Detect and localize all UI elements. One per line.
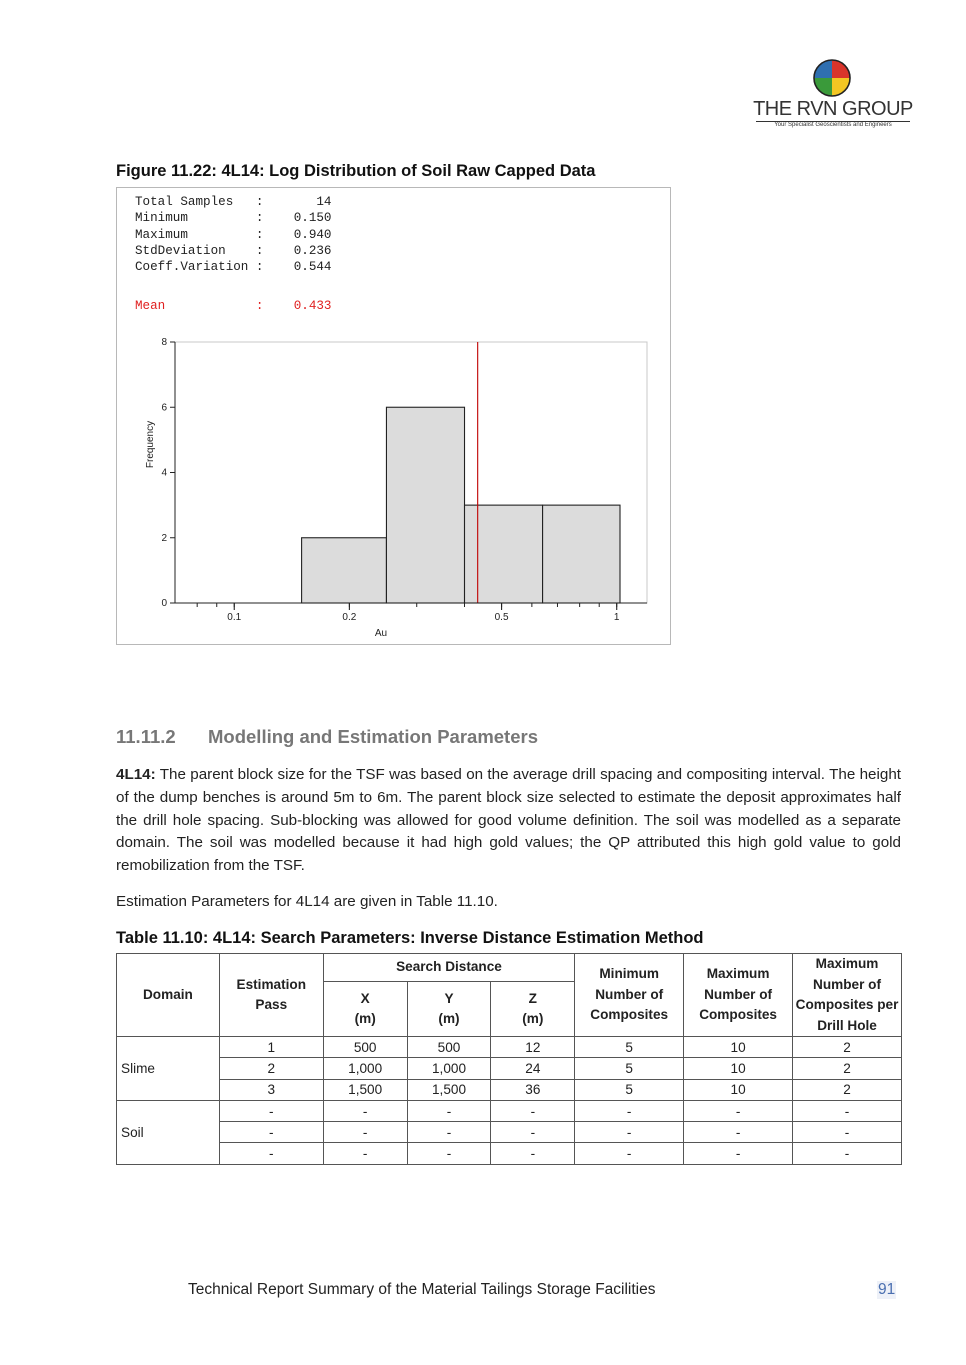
- table-cell: -: [323, 1122, 407, 1143]
- table-cell: 10: [684, 1079, 793, 1100]
- x-tick-label: 0.2: [342, 612, 357, 623]
- table-cell: 12: [491, 1037, 575, 1058]
- table-cell: 36: [491, 1079, 575, 1100]
- header-x: X (m): [323, 982, 407, 1037]
- header-domain: Domain: [117, 954, 220, 1037]
- table-cell: -: [407, 1100, 491, 1121]
- table-cell: -: [793, 1143, 902, 1164]
- company-logo: [752, 58, 914, 132]
- table-cell: -: [407, 1122, 491, 1143]
- paragraph-lead: 4L14:: [116, 766, 156, 783]
- table-cell: -: [407, 1143, 491, 1164]
- x-tick-label: 1: [613, 612, 620, 623]
- table-row: [117, 1058, 902, 1079]
- table-body: [117, 1037, 902, 1165]
- table-cell: 2: [219, 1058, 323, 1079]
- footer-text: Technical Report Summary of the Material Tailings Storage Facilities: [188, 1281, 656, 1298]
- y-tick-label: 0: [161, 598, 167, 609]
- stat-mean: Mean : 0.433: [135, 299, 332, 314]
- table-cell: 1,500: [323, 1079, 407, 1100]
- logo-mark-icon: [752, 58, 914, 100]
- header-y: Y (m): [407, 982, 491, 1037]
- table-cell: 1: [219, 1037, 323, 1058]
- table-cell: 10: [684, 1058, 793, 1079]
- header-max-composites: Maximum Number of Composites: [684, 954, 793, 1037]
- histogram-bar: [465, 505, 543, 603]
- table-row: [117, 1100, 902, 1121]
- table-cell: 3: [219, 1079, 323, 1100]
- histogram-bar: [386, 407, 464, 603]
- table-cell: 5: [575, 1037, 684, 1058]
- table-cell: -: [219, 1100, 323, 1121]
- table-cell: -: [684, 1143, 793, 1164]
- table-caption: Table 11.10: 4L14: Search Parameters: Inverse Distance Estimation Method: [116, 929, 704, 947]
- table-cell: 2: [793, 1058, 902, 1079]
- domain-cell: Soil: [117, 1100, 220, 1164]
- table-cell: -: [793, 1122, 902, 1143]
- table-row: [117, 1037, 902, 1058]
- table-cell: -: [793, 1100, 902, 1121]
- histogram-chart: [117, 188, 672, 646]
- table-cell: -: [684, 1100, 793, 1121]
- table-cell: 1,000: [323, 1058, 407, 1079]
- x-tick-label: 0.1: [227, 612, 242, 623]
- table-cell: -: [575, 1100, 684, 1121]
- table-row: [117, 1122, 902, 1143]
- page-number: 91: [878, 1281, 896, 1298]
- table-cell: 10: [684, 1037, 793, 1058]
- table-row: [117, 1079, 902, 1100]
- histogram-bar: [543, 505, 620, 603]
- y-tick-label: 2: [161, 532, 167, 544]
- y-axis-label: Frequency: [145, 420, 156, 469]
- logo-tagline: Your Specialist Geoscientists and Engineers: [774, 122, 892, 128]
- figure-caption: Figure 11.22: 4L14: Log Distribution of Soil Raw Capped Data: [116, 162, 596, 180]
- section-number: 11.11.2: [116, 726, 176, 747]
- section-heading: [116, 726, 538, 748]
- table-cell: -: [219, 1122, 323, 1143]
- header-z: Z (m): [491, 982, 575, 1037]
- y-tick-label: 6: [161, 402, 167, 414]
- table-cell: -: [491, 1100, 575, 1121]
- stat-row: Minimum : 0.150: [135, 211, 332, 226]
- table-cell: -: [491, 1143, 575, 1164]
- table-cell: 2: [793, 1037, 902, 1058]
- table-cell: -: [575, 1122, 684, 1143]
- logo-name: THE RVN GROUP: [753, 98, 913, 120]
- table-cell: 5: [575, 1079, 684, 1100]
- table-cell: 500: [407, 1037, 491, 1058]
- stat-row: StdDeviation : 0.236: [135, 243, 332, 258]
- table-row: [117, 1143, 902, 1164]
- histogram-bar: [302, 538, 387, 603]
- table-cell: 1,000: [407, 1058, 491, 1079]
- histogram-figure: [116, 187, 671, 645]
- table-cell: -: [684, 1122, 793, 1143]
- x-tick-label: 0.5: [494, 612, 509, 623]
- header-search-distance: Search Distance: [323, 954, 575, 982]
- paragraph-table-reference: Estimation Parameters for 4L14 are given in Table 11.10.: [116, 893, 498, 910]
- header-min-composites: Minimum Number of Composites: [575, 954, 684, 1037]
- paragraph-parent-block: [116, 764, 901, 878]
- section-title: Modelling and Estimation Parameters: [208, 726, 538, 747]
- table-cell: -: [575, 1143, 684, 1164]
- y-tick-label: 8: [161, 337, 167, 348]
- stat-row: Maximum : 0.940: [135, 227, 332, 242]
- x-axis-label: Au: [374, 628, 388, 639]
- stat-row: Coeff.Variation : 0.544: [135, 260, 332, 275]
- paragraph-body: The parent block size for the TSF was based on the average drill spacing and compositing interval. The height of the dump benches is around 5m to 6m. The parent block size selected to estimate the deposit approximates half the drill hole spacing. Sub-blocking was allowed for good volume definition. The soil was modelled as a separate domain. The soil was modelled because it had high gold values; the QP attributed this high gold value to gold remobilization from the TSF.: [116, 766, 901, 875]
- table-cell: 1,500: [407, 1079, 491, 1100]
- table-cell: -: [219, 1143, 323, 1164]
- table-cell: 24: [491, 1058, 575, 1079]
- header-max-composites-per-hole: Maximum Number of Composites per Drill Hole: [793, 954, 902, 1037]
- stat-row: Total Samples : 14: [135, 195, 332, 209]
- table-cell: -: [323, 1143, 407, 1164]
- table-cell: 5: [575, 1058, 684, 1079]
- table-cell: -: [491, 1122, 575, 1143]
- table-cell: 500: [323, 1037, 407, 1058]
- y-tick-label: 4: [161, 467, 167, 479]
- table-cell: -: [323, 1100, 407, 1121]
- domain-cell: Slime: [117, 1037, 220, 1101]
- header-estimation-pass: Estimation Pass: [219, 954, 323, 1037]
- table-cell: 2: [793, 1079, 902, 1100]
- search-parameters-table: [116, 953, 902, 1165]
